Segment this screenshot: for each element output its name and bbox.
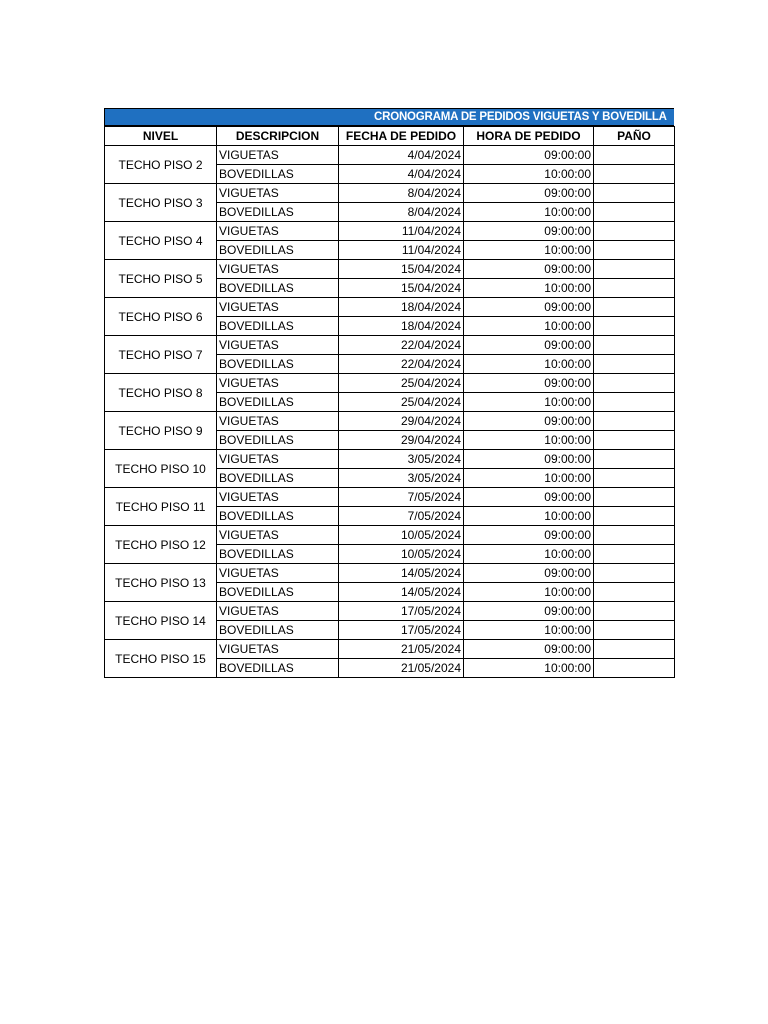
cell-hora[interactable]: 10:00:00 bbox=[464, 393, 594, 412]
cell-pano[interactable] bbox=[594, 431, 675, 450]
cell-hora[interactable]: 09:00:00 bbox=[464, 146, 594, 165]
cell-hora[interactable]: 10:00:00 bbox=[464, 317, 594, 336]
cell-pano[interactable] bbox=[594, 640, 675, 659]
title-bar[interactable] bbox=[104, 108, 674, 126]
cell-pano[interactable] bbox=[594, 469, 675, 488]
cell-pano[interactable] bbox=[594, 393, 675, 412]
cell-fecha[interactable]: 15/04/2024 bbox=[339, 260, 464, 279]
cell-pano[interactable] bbox=[594, 412, 675, 431]
cell-fecha[interactable]: 17/05/2024 bbox=[339, 621, 464, 640]
cell-descripcion[interactable]: VIGUETAS bbox=[217, 640, 339, 659]
cell-hora[interactable]: 09:00:00 bbox=[464, 184, 594, 203]
cell-descripcion[interactable]: BOVEDILLAS bbox=[217, 583, 339, 602]
cell-pano[interactable] bbox=[594, 583, 675, 602]
cell-descripcion[interactable]: VIGUETAS bbox=[217, 184, 339, 203]
cell-hora[interactable]: 09:00:00 bbox=[464, 450, 594, 469]
cell-pano[interactable] bbox=[594, 203, 675, 222]
table-row bbox=[105, 336, 675, 355]
cell-descripcion[interactable]: VIGUETAS bbox=[217, 146, 339, 165]
cell-pano[interactable] bbox=[594, 336, 675, 355]
cell-fecha[interactable]: 15/04/2024 bbox=[339, 279, 464, 298]
cell-descripcion[interactable]: VIGUETAS bbox=[217, 374, 339, 393]
table-row bbox=[105, 640, 675, 659]
cell-pano[interactable] bbox=[594, 241, 675, 260]
cell-descripcion[interactable]: BOVEDILLAS bbox=[217, 317, 339, 336]
cell-pano[interactable] bbox=[594, 526, 675, 545]
table-row bbox=[105, 488, 675, 507]
table-row bbox=[105, 564, 675, 583]
cell-nivel[interactable]: TECHO PISO 13 bbox=[105, 564, 217, 602]
cell-descripcion[interactable]: VIGUETAS bbox=[217, 450, 339, 469]
cell-descripcion[interactable]: VIGUETAS bbox=[217, 222, 339, 241]
cell-pano[interactable] bbox=[594, 298, 675, 317]
cell-pano[interactable] bbox=[594, 602, 675, 621]
cell-descripcion[interactable]: VIGUETAS bbox=[217, 564, 339, 583]
cell-descripcion[interactable]: VIGUETAS bbox=[217, 412, 339, 431]
cell-fecha[interactable]: 11/04/2024 bbox=[339, 222, 464, 241]
cell-hora[interactable]: 10:00:00 bbox=[464, 621, 594, 640]
cell-fecha[interactable]: 25/04/2024 bbox=[339, 393, 464, 412]
table-body bbox=[105, 146, 675, 678]
header-nivel[interactable]: NIVEL bbox=[105, 127, 217, 146]
cell-hora[interactable]: 10:00:00 bbox=[464, 659, 594, 678]
cell-hora[interactable]: 10:00:00 bbox=[464, 431, 594, 450]
cell-fecha[interactable]: 21/05/2024 bbox=[339, 640, 464, 659]
cell-descripcion[interactable]: VIGUETAS bbox=[217, 526, 339, 545]
cell-fecha[interactable]: 21/05/2024 bbox=[339, 659, 464, 678]
cell-pano[interactable] bbox=[594, 165, 675, 184]
cell-fecha[interactable]: 22/04/2024 bbox=[339, 336, 464, 355]
cell-pano[interactable] bbox=[594, 564, 675, 583]
cell-nivel[interactable]: TECHO PISO 4 bbox=[105, 222, 217, 260]
cell-fecha[interactable]: 3/05/2024 bbox=[339, 450, 464, 469]
cell-pano[interactable] bbox=[594, 317, 675, 336]
table-row bbox=[105, 146, 675, 165]
cell-pano[interactable] bbox=[594, 260, 675, 279]
cell-hora[interactable]: 10:00:00 bbox=[464, 355, 594, 374]
cell-fecha[interactable]: 29/04/2024 bbox=[339, 431, 464, 450]
cell-hora[interactable]: 10:00:00 bbox=[464, 203, 594, 222]
cell-fecha[interactable]: 8/04/2024 bbox=[339, 203, 464, 222]
header-row bbox=[105, 127, 675, 146]
cell-descripcion[interactable]: VIGUETAS bbox=[217, 488, 339, 507]
cell-hora[interactable]: 09:00:00 bbox=[464, 564, 594, 583]
cell-descripcion[interactable]: BOVEDILLAS bbox=[217, 469, 339, 488]
cell-pano[interactable] bbox=[594, 659, 675, 678]
cell-nivel[interactable]: TECHO PISO 3 bbox=[105, 184, 217, 222]
cell-descripcion[interactable]: BOVEDILLAS bbox=[217, 279, 339, 298]
cell-fecha[interactable]: 3/05/2024 bbox=[339, 469, 464, 488]
cell-nivel[interactable]: TECHO PISO 12 bbox=[105, 526, 217, 564]
cell-fecha[interactable]: 7/05/2024 bbox=[339, 488, 464, 507]
cell-nivel[interactable]: TECHO PISO 11 bbox=[105, 488, 217, 526]
cell-fecha[interactable]: 18/04/2024 bbox=[339, 298, 464, 317]
table-row bbox=[105, 184, 675, 203]
cell-descripcion[interactable]: BOVEDILLAS bbox=[217, 393, 339, 412]
cell-hora[interactable]: 09:00:00 bbox=[464, 526, 594, 545]
cell-pano[interactable] bbox=[594, 450, 675, 469]
schedule-table bbox=[104, 126, 675, 678]
header-hora[interactable]: HORA DE PEDIDO bbox=[464, 127, 594, 146]
table-row bbox=[105, 374, 675, 393]
cell-hora[interactable]: 09:00:00 bbox=[464, 374, 594, 393]
cell-descripcion[interactable]: BOVEDILLAS bbox=[217, 621, 339, 640]
cell-descripcion[interactable]: BOVEDILLAS bbox=[217, 507, 339, 526]
header-pano[interactable]: PAÑO bbox=[594, 127, 675, 146]
cell-hora[interactable]: 10:00:00 bbox=[464, 507, 594, 526]
spreadsheet bbox=[104, 108, 674, 678]
cell-pano[interactable] bbox=[594, 222, 675, 241]
cell-hora[interactable]: 10:00:00 bbox=[464, 469, 594, 488]
table-row bbox=[105, 412, 675, 431]
cell-fecha[interactable]: 14/05/2024 bbox=[339, 564, 464, 583]
cell-hora[interactable]: 09:00:00 bbox=[464, 298, 594, 317]
cell-nivel[interactable]: TECHO PISO 9 bbox=[105, 412, 217, 450]
cell-fecha[interactable]: 29/04/2024 bbox=[339, 412, 464, 431]
cell-descripcion[interactable]: BOVEDILLAS bbox=[217, 659, 339, 678]
cell-nivel[interactable]: TECHO PISO 8 bbox=[105, 374, 217, 412]
cell-pano[interactable] bbox=[594, 374, 675, 393]
cell-hora[interactable]: 09:00:00 bbox=[464, 640, 594, 659]
cell-fecha[interactable]: 10/05/2024 bbox=[339, 545, 464, 564]
cell-fecha[interactable]: 14/05/2024 bbox=[339, 583, 464, 602]
cell-hora[interactable]: 10:00:00 bbox=[464, 279, 594, 298]
cell-hora[interactable]: 09:00:00 bbox=[464, 336, 594, 355]
cell-fecha[interactable]: 17/05/2024 bbox=[339, 602, 464, 621]
cell-hora[interactable]: 10:00:00 bbox=[464, 241, 594, 260]
cell-hora[interactable]: 10:00:00 bbox=[464, 545, 594, 564]
cell-descripcion[interactable]: BOVEDILLAS bbox=[217, 545, 339, 564]
cell-hora[interactable]: 10:00:00 bbox=[464, 583, 594, 602]
cell-fecha[interactable]: 4/04/2024 bbox=[339, 165, 464, 184]
cell-descripcion[interactable]: BOVEDILLAS bbox=[217, 355, 339, 374]
table-row bbox=[105, 260, 675, 279]
cell-pano[interactable] bbox=[594, 488, 675, 507]
cell-hora[interactable]: 10:00:00 bbox=[464, 165, 594, 184]
cell-pano[interactable] bbox=[594, 621, 675, 640]
cell-pano[interactable] bbox=[594, 184, 675, 203]
table-row bbox=[105, 298, 675, 317]
cell-descripcion[interactable]: VIGUETAS bbox=[217, 336, 339, 355]
table-row bbox=[105, 222, 675, 241]
cell-nivel[interactable]: TECHO PISO 15 bbox=[105, 640, 217, 678]
cell-pano[interactable] bbox=[594, 146, 675, 165]
header-fecha[interactable]: FECHA DE PEDIDO bbox=[339, 127, 464, 146]
cell-nivel[interactable]: TECHO PISO 6 bbox=[105, 298, 217, 336]
cell-descripcion[interactable]: BOVEDILLAS bbox=[217, 203, 339, 222]
cell-hora[interactable]: 09:00:00 bbox=[464, 222, 594, 241]
cell-fecha[interactable]: 11/04/2024 bbox=[339, 241, 464, 260]
cell-nivel[interactable]: TECHO PISO 7 bbox=[105, 336, 217, 374]
sheet-title: CRONOGRAMA DE PEDIDOS VIGUETAS Y BOVEDILLA bbox=[374, 111, 667, 123]
table-header bbox=[105, 127, 675, 146]
cell-pano[interactable] bbox=[594, 355, 675, 374]
cell-hora[interactable]: 09:00:00 bbox=[464, 412, 594, 431]
table-row bbox=[105, 450, 675, 469]
cell-fecha[interactable]: 8/04/2024 bbox=[339, 184, 464, 203]
cell-nivel[interactable]: TECHO PISO 10 bbox=[105, 450, 217, 488]
cell-descripcion[interactable]: VIGUETAS bbox=[217, 260, 339, 279]
table-row bbox=[105, 526, 675, 545]
cell-pano[interactable] bbox=[594, 507, 675, 526]
cell-fecha[interactable]: 7/05/2024 bbox=[339, 507, 464, 526]
cell-pano[interactable] bbox=[594, 279, 675, 298]
cell-nivel[interactable]: TECHO PISO 2 bbox=[105, 146, 217, 184]
header-descripcion[interactable]: DESCRIPCION bbox=[217, 127, 339, 146]
cell-descripcion[interactable]: VIGUETAS bbox=[217, 298, 339, 317]
cell-nivel[interactable]: TECHO PISO 5 bbox=[105, 260, 217, 298]
cell-hora[interactable]: 09:00:00 bbox=[464, 260, 594, 279]
cell-nivel[interactable]: TECHO PISO 14 bbox=[105, 602, 217, 640]
table-row bbox=[105, 602, 675, 621]
cell-hora[interactable]: 09:00:00 bbox=[464, 488, 594, 507]
cell-descripcion[interactable]: BOVEDILLAS bbox=[217, 431, 339, 450]
cell-pano[interactable] bbox=[594, 545, 675, 564]
cell-fecha[interactable]: 4/04/2024 bbox=[339, 146, 464, 165]
cell-fecha[interactable]: 10/05/2024 bbox=[339, 526, 464, 545]
cell-fecha[interactable]: 18/04/2024 bbox=[339, 317, 464, 336]
cell-fecha[interactable]: 22/04/2024 bbox=[339, 355, 464, 374]
cell-descripcion[interactable]: BOVEDILLAS bbox=[217, 165, 339, 184]
cell-descripcion[interactable]: BOVEDILLAS bbox=[217, 241, 339, 260]
cell-descripcion[interactable]: VIGUETAS bbox=[217, 602, 339, 621]
cell-fecha[interactable]: 25/04/2024 bbox=[339, 374, 464, 393]
cell-hora[interactable]: 09:00:00 bbox=[464, 602, 594, 621]
